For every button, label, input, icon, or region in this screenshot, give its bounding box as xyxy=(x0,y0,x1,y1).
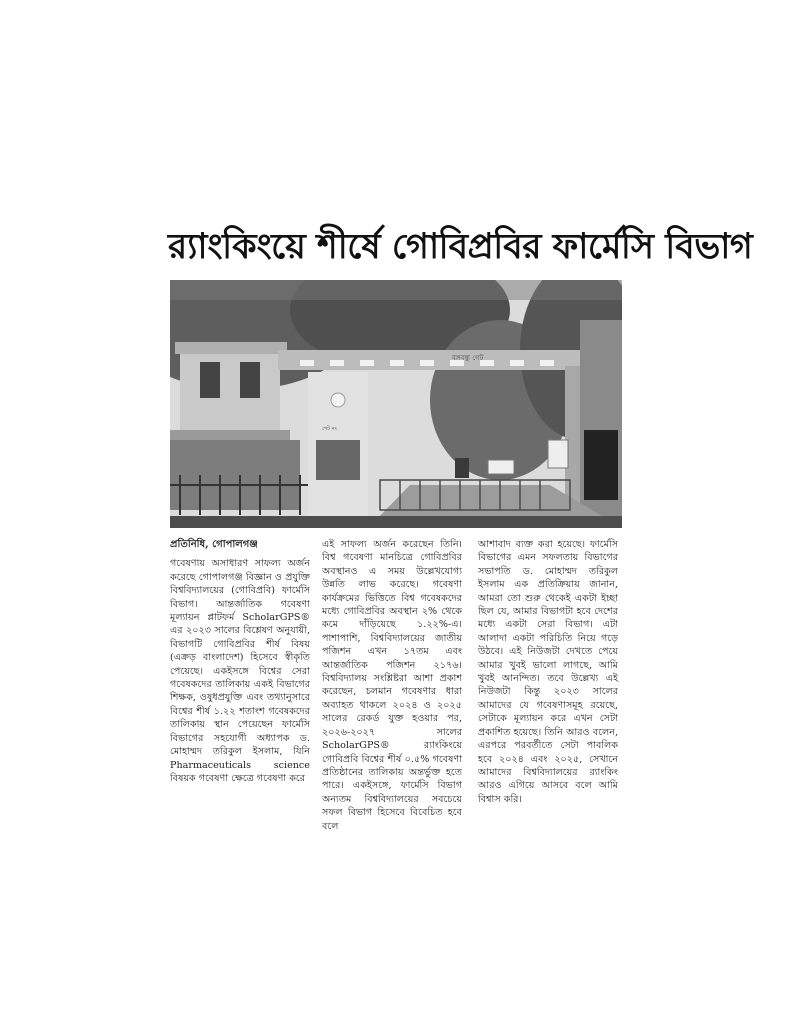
column-3-text: আশাবাদ ব্যক্ত করা হয়েছে। ফার্মেসি বিভাগের এমন সফলতায় বিভাগের সভাপতি ড. মোহাম্মদ তরিকুল ইসলাম এক প্রতিক্রিয়ায় জানান, আমরা তো শুরু থেকেই একটা ইচ্ছা ছিল যে, আমার বিভাগটা হবে দেশের মধ্যে একটা সেরা বিভাগ। এটা আলাদা একটা পরিচিতি নিয়ে গড়ে উঠবে। এই নিউজটা দেখতে পেয়ে আমার খুবই ভালো লাগছে, আমি খুবই আনন্দিত। তবে উল্লেখ্য এই নিউজটা কিন্তু ২০২৩ সালের আমাদের যে গবেষণাসমূহ রয়েছে, সেটাকে মূল্যায়ন করে এখন সেটা প্রকাশিত হয়েছে। তিনি আরও বলেন, এরপরে পরবর্তীতে সেটা পাবলিক হবে ২০২৪ এবং ২০২৫, সেখানে আমাদের বিশ্ববিদ্যালয়ের র‍্যাংকিং আরও এগিয়ে আসবে বলে আমি বিশ্বাস করি। xyxy=(478,539,618,805)
pillar-sign-text: গেট নং xyxy=(322,426,337,432)
gate-sign-text: বঙ্গবন্ধু গেট xyxy=(452,354,484,362)
column-2-text: এই সাফল্য অর্জন করেছেন তিনি। বিশ্ব গবেষণা মানচিত্রে গোবিপ্রবির অবস্থানও এ সময় উল্লেখযোগ্য উন্নতি লাভ করেছে। গবেষণা কার্যক্রমের ভিত্তিতে বিশ্ব গবেষকদের মধ্যে গোবিপ্রবির অবস্থান ২% থেকে কমে দাঁড়িয়েছে ১.২২%-এ। পাশাপাশি, বিশ্ববিদ্যালয়ের জাতীয় পজিশন এখন ১৭তম এবং আন্তর্জাতিক পজিশন ২১৭৬। বিশ্ববিদ্যালয় সংশ্লিষ্টরা আশা প্রকাশ করেছেন, চলমান গবেষণার ধারা অব্যাহত থাকলে ২০২৪ ও ২০২৫ সালের রেকর্ড যুক্ত হওয়ার পর, ২০২৬-২০২৭ সালের ScholarGPS® র‍্যাংকিংয়ে গোবিপ্রবি বিশ্বের শীর্ষ ০.৫% গবেষণা প্রতিষ্ঠানের তালিকায় অন্তর্ভুক্ত হতে পারে। একইসঙ্গে, ফার্মেসি বিভাগ অন্যতম বিশ্ববিদ্যালয়ের সবচেয়ে সফল বিভাগ হিসেবে বিবেচিত হবে বলে xyxy=(322,539,462,832)
headline: র‍্যাংকিংয়ে শীর্ষে গোবিপ্রবির ফার্মেসি বিভাগ xyxy=(168,227,753,267)
article-column-1 xyxy=(170,538,310,785)
article-column-2 xyxy=(322,538,462,833)
article-photo xyxy=(170,280,622,528)
column-1-text: গবেষণায় অসাধারণ সাফল্য অর্জন করেছে গোপালগঞ্জ বিজ্ঞান ও প্রযুক্তি বিশ্ববিদ্যালয়ের (গোবিপ্রবি) ফার্মেসি বিভাগ। আন্তর্জাতিক গবেষণা মূল্যায়ন প্লাটফর্ম ScholarGPS® এর ২০২৩ সালের বিশ্লেষণ অনুযায়ী, বিভাগটি গোবিপ্রবির শীর্ষ বিষয় (এক্রড় বাংলাদেশ) হিসেবে স্বীকৃতি পেয়েছে। একইসঙ্গে বিশ্বের সেরা গবেষকদের তালিকায় একই বিভাগের শিক্ষক, ওষুধপ্রযুক্তি এবং তথ্যানুসারে বিশ্বের শীর্ষ ১.২২ শতাংশ গবেষকদের তালিকায় স্থান পেয়েছেন ফার্মেসি বিভাগের সহযোগী অধ্যাপক ড. মোহাম্মদ তরিকুল ইসলাম, যিনি Pharmaceuticals science বিষয়ক গবেষণা ক্ষেত্রে গবেষণা করে xyxy=(170,558,310,784)
byline: প্রতিনিধি, গোপালগঞ্জ xyxy=(170,539,258,550)
article-column-3 xyxy=(478,538,618,806)
